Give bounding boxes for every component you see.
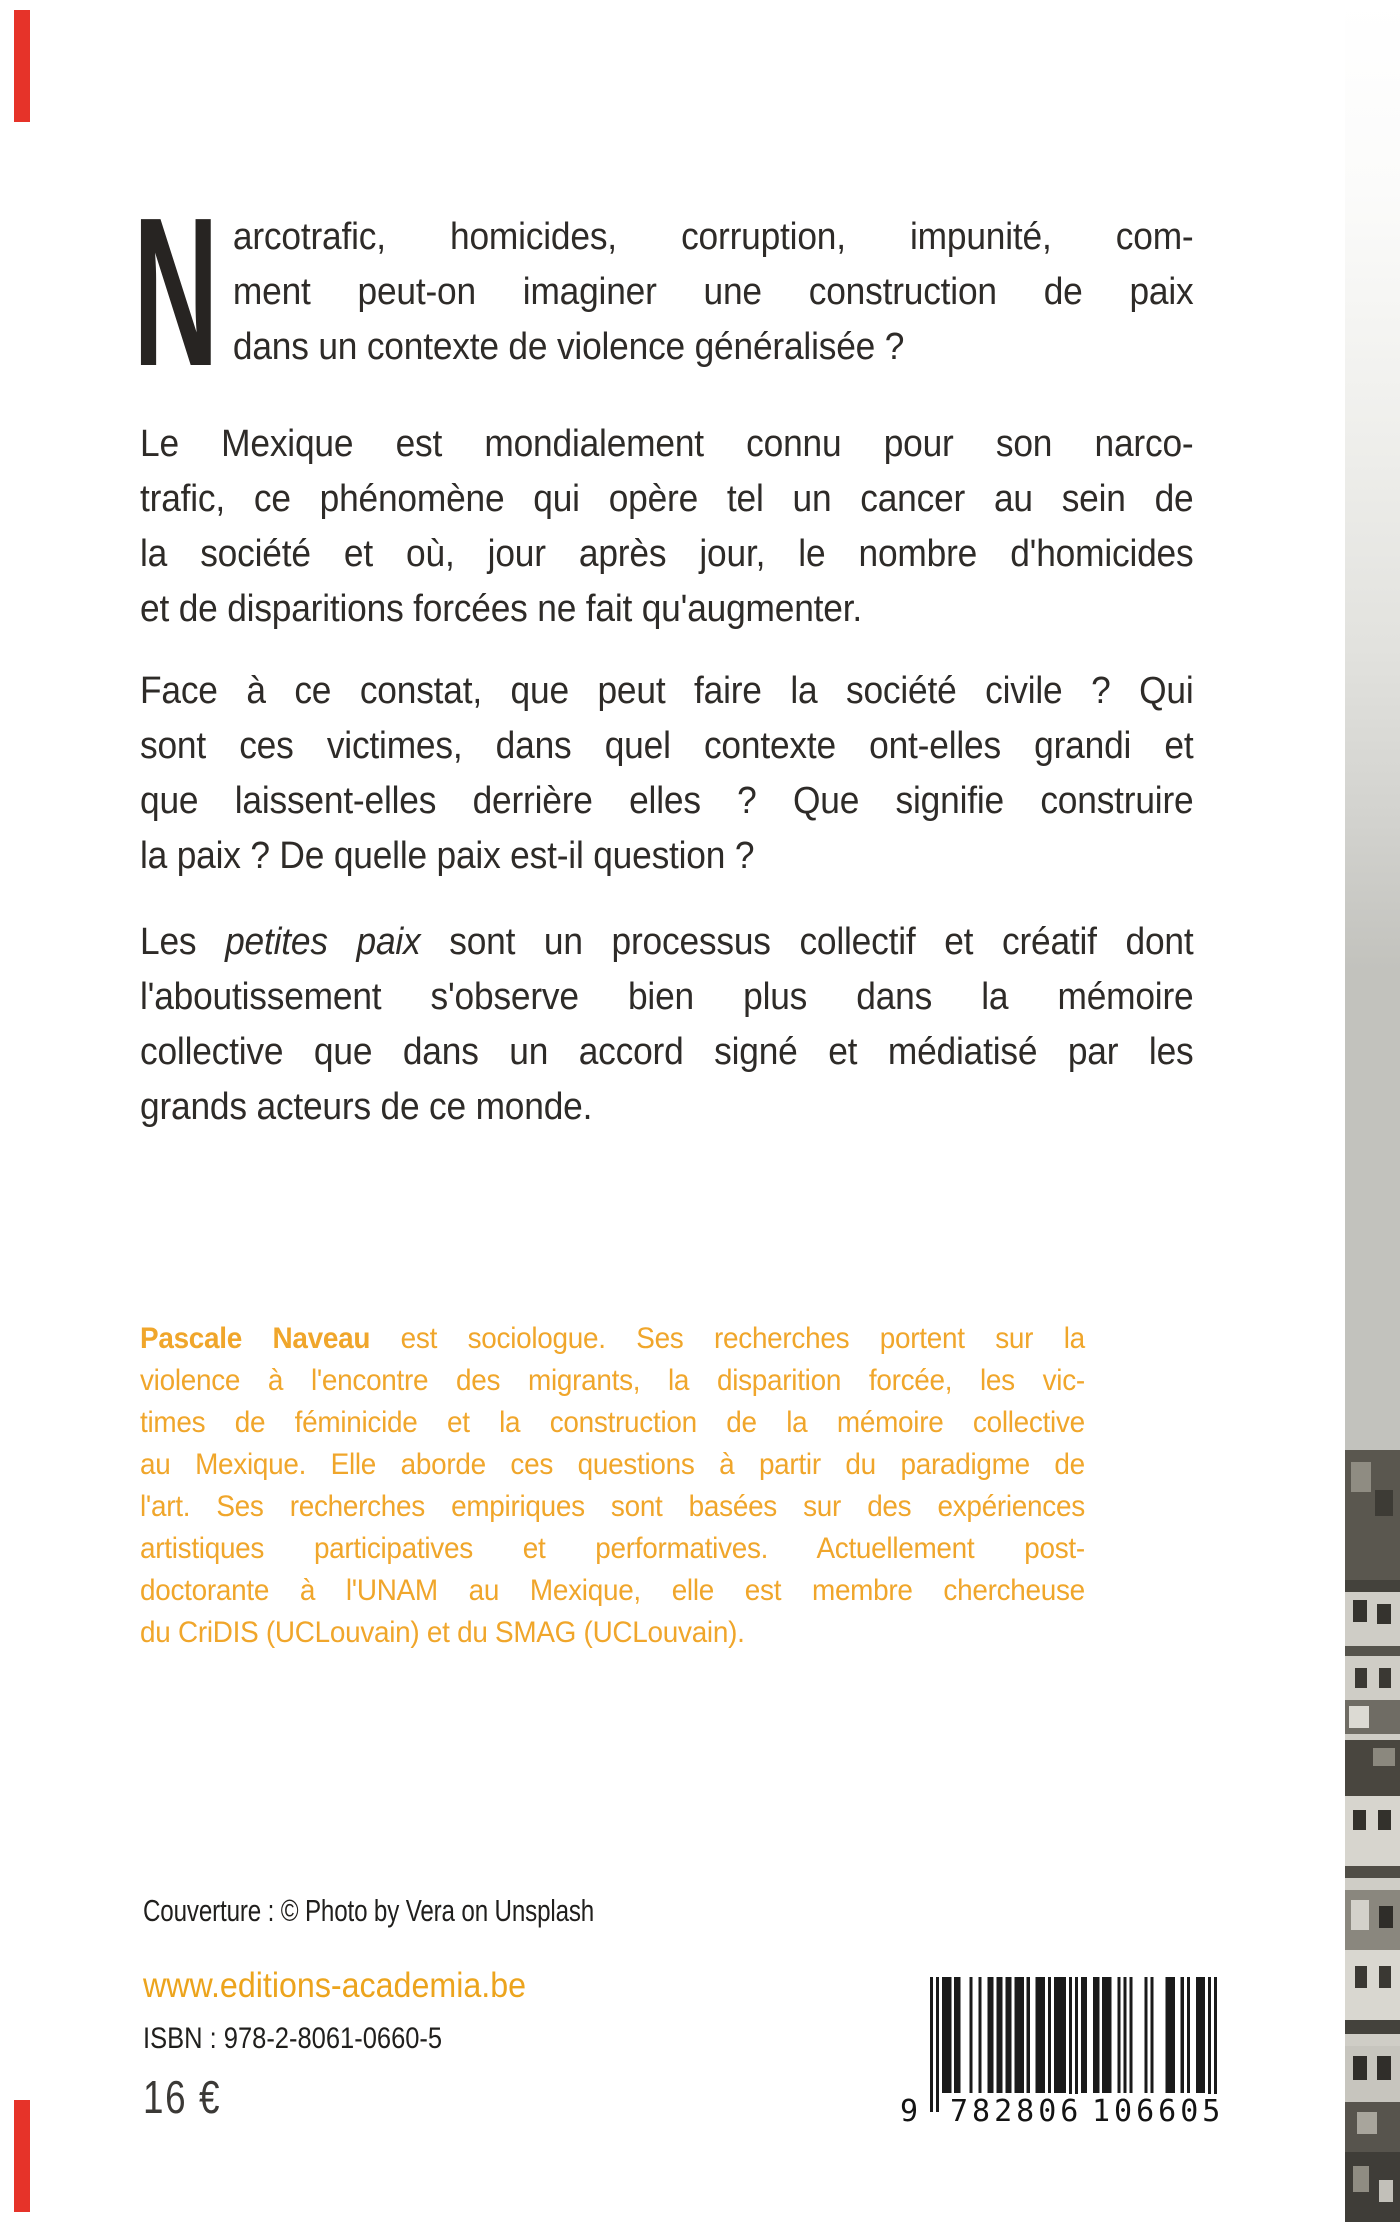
ean13-barcode xyxy=(896,1972,1226,2132)
barcode-bars xyxy=(930,1977,1217,2112)
synopsis-paragraph-2: Le Mexique est mondialement connu pour son narco- trafic, ce phénomène qui opère tel un cancer au sein de la société et où, jour après jour, le nombre d'homicides et de disparitions forcées ne fait qu'augmenter. xyxy=(140,423,1194,630)
price-text: 16 € xyxy=(143,2071,222,2123)
spine-color-mark-bottom xyxy=(14,2100,30,2212)
synopsis-paragraph-4: Les petites paix sont un processus collectif et créatif dont l'aboutissement s'observe bien plus dans la mémoire collective que dans un accord signé et médiatisé par les grands acteurs de ce monde. xyxy=(140,921,1194,1128)
spine-color-mark-top xyxy=(14,10,30,122)
cover-photo-credit: Couverture : © Photo by Vera on Unsplash xyxy=(143,1893,595,1928)
synopsis-paragraph-3: Face à ce constat, que peut faire la société civile ? Qui sont ces victimes, dans quel contexte ont-elles grandi et que laissent-elles derrière elles ? Que signifie construire la paix ? De quelle paix est-il question ? xyxy=(140,670,1194,877)
isbn-text: ISBN : 978-2-8061-0660-5 xyxy=(143,2022,443,2055)
front-cover-photo-strip xyxy=(1345,0,1400,2222)
author-bio: Pascale Naveau est sociologue. Ses recherches portent sur la violence à l'encontre des migrants, la disparition forcée, les vic- times de féminicide et la construction de la mémoire collective au Mexique. Elle aborde ces questions à partir du paradigme de l'art. Ses recherches empiriques sont basées sur des expériences artistiques participatives et performatives. Actuellement post- doctorante à l'UNAM au Mexique, elle est membre chercheuse du CriDIS (UCLouvain) et du SMAG (UCLouvain). xyxy=(140,1322,1085,1649)
drop-cap-letter: N xyxy=(133,173,219,410)
barcode-first-digit: 9 xyxy=(900,2094,923,2129)
publisher-website: www.editions-academia.be xyxy=(143,1966,527,2005)
synopsis-paragraph-1: arcotrafic, homicides, corruption, impunité, com- ment peut-on imaginer une construction de paix dans un contexte de violence généralisée ? xyxy=(232,216,1194,368)
synopsis-text xyxy=(140,210,1193,1135)
barcode-digits-left: 782806 xyxy=(950,2094,1083,2129)
barcode-digits-right: 106605 xyxy=(1092,2094,1225,2129)
